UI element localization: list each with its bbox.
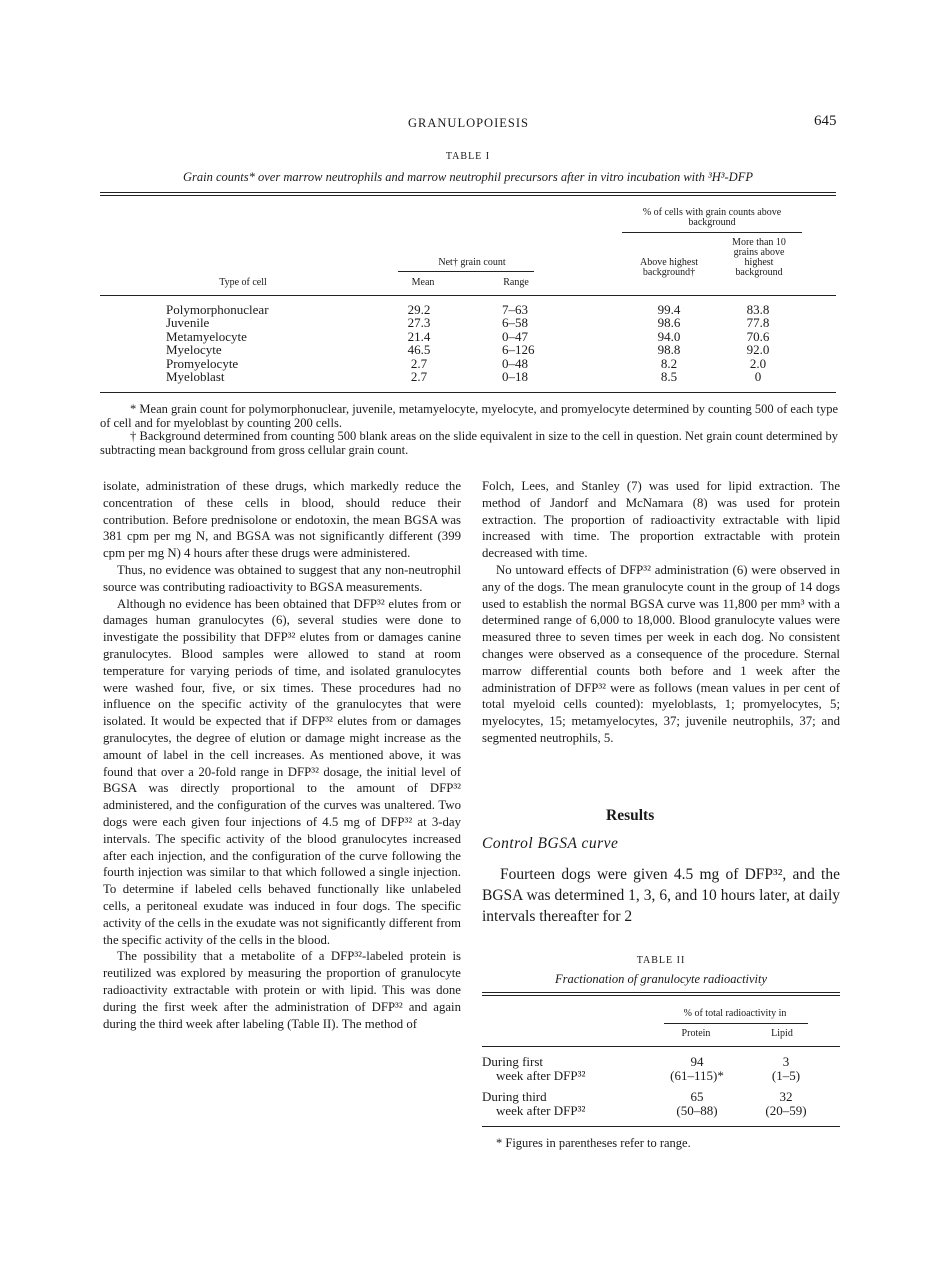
table2-cell-lipid (756, 1055, 816, 1082)
table2-cell-lipid-range: (1–5) (771, 1067, 801, 1083)
table2-header-rule (482, 1046, 840, 1047)
table2-row-label-line1: During third (482, 1089, 547, 1104)
table1-cell-range: 0–47 (502, 328, 528, 344)
table2-header-group: % of total radioactivity in (683, 1008, 787, 1019)
table1-column-more (736, 303, 780, 383)
table2-cell-lipid-range: (20–59) (765, 1102, 807, 1118)
table1-column-type (166, 303, 366, 383)
table1-cell-mean: 2.7 (410, 369, 428, 385)
table1-cell-type: Polymorphonuclear (166, 302, 269, 317)
table1-cell-mean: 29.2 (407, 302, 431, 317)
table2-bottom-rule (482, 1126, 840, 1127)
table2-row-label-line2: week after DFP³² (496, 1067, 586, 1083)
table1-cell-above: 98.8 (657, 342, 681, 358)
table2-row-label (482, 1055, 662, 1082)
table1-cell-above: 8.5 (660, 369, 678, 385)
table2-cell-protein (660, 1055, 734, 1082)
table1-cell-range: 6–58 (502, 315, 528, 331)
table1-header-mean: Mean (411, 277, 435, 288)
table1-header-pct-group: % of cells with grain counts above background (642, 207, 782, 228)
table1-cell-mean: 2.7 (410, 355, 428, 371)
table2-cell-lipid-value: 32 (779, 1089, 793, 1104)
table1-cell-range: 0–48 (502, 355, 528, 371)
table1-header-rule (100, 295, 836, 296)
table1-column-range (502, 303, 562, 383)
table2-header-lipid: Lipid (771, 1028, 793, 1039)
table1-cell-mean: 46.5 (407, 342, 431, 358)
table1-cell-type: Juvenile (166, 315, 210, 331)
table2-group-rule (664, 1023, 808, 1024)
body-paragraph: Thus, no evidence was obtained to suggest that any non-neutrophil source was contributing radioactivity to BGSA measurements. (103, 562, 461, 594)
table1-cell-more: 92.0 (746, 342, 770, 358)
table1-cell-range: 0–18 (502, 369, 528, 385)
table2-top-rule-2 (482, 995, 840, 996)
table1-net-rule (398, 271, 534, 272)
table1-label: TABLE I (445, 151, 491, 162)
results-paragraph-text: Fourteen dogs were given 4.5 mg of DFP³², and the BGSA was determined 1, 3, 6, and 10 hours later, at daily intervals thereafter for 2 (482, 866, 840, 925)
table2-row-label-line1: During first (482, 1054, 544, 1069)
table2-header-protein: Protein (681, 1028, 711, 1039)
table1-header-net-grain: Net† grain count (438, 257, 506, 268)
body-paragraph: Folch, Lees, and Stanley (7) was used for lipid extraction. The method of Jandorf and McNamara (8) was used for protein extraction. The proportion of radioactivity extractable with lipid increased with time. The proportion extractable with protein decreased with time. (482, 479, 840, 561)
table2-cell-protein-range: (50–88) (676, 1102, 718, 1118)
table1-cell-more: 77.8 (746, 315, 770, 331)
table1-cell-above: 8.2 (660, 355, 678, 371)
table1-cell-type: Metamyelocyte (166, 328, 247, 344)
right-column (482, 478, 840, 747)
table2-label: TABLE II (636, 955, 686, 966)
results-paragraph (482, 864, 840, 927)
table1-caption: Grain counts* over marrow neutrophils and marrow neutrophil precursors after in vitro incubation with ³H³-DFP (183, 170, 753, 184)
table1-cell-above: 99.4 (657, 302, 681, 317)
table1-cell-above: 98.6 (657, 315, 681, 331)
table1-cell-range: 7–63 (502, 302, 528, 317)
table2-row-label (482, 1090, 662, 1117)
table2-cell-protein (660, 1090, 734, 1117)
body-paragraph: No untoward effects of DFP³² administration (6) were observed in any of the dogs. The mean granulocyte count in the group of 14 dogs used to establish the normal BGSA curve was 11,800 per mm³ with a determined range of 6,000 to 18,000. Blood granulocyte values were measured three to seven times per week in each dog. No consistent changes were observed as a consequence of the procedure. Sternal marrow differential counts both before and 1 week after the administration of DFP³² were as follows (mean values in per cent of total myeloid cells counted): myeloblasts, 1; promyelocytes, 5; myelocytes, 15; metamyelocytes, 37; juvenile neutrophils, 37; and segmented neutrophils, 5. (482, 562, 840, 745)
table1-bottom-rule (100, 392, 836, 393)
body-paragraph: Although no evidence has been obtained that DFP³² elutes from or damages human granulocytes (6), several studies were done to investigate the possibility that DFP³² elutes from or damages canine granulocytes. Blood samples were allowed to stand at room temperature for varying periods of time, and isolated granulocytes were washed four, five, or six times. These procedures had no influence on the specific activity of the granulocytes that were isolated. It would be expected that if DFP³² elutes from or damages granulocytes, the degree of elution or damage might increase as the amount of label in the cell increases. As mentioned above, it was found that over a 20-fold range in DFP³² dosage, the initial level of BGSA was directly proportional to the amount of DFP³² administered, and the configuration of the curves was unaltered. Two dogs were each given four injections of 4.5 mg of DFP³² at 3-day intervals. The specific activity of the blood granulocytes increased after each injection, and the configuration of the curve following the fourth injection was similar to that which followed a single injection. To determine if labeled cells behaved functionally like unlabeled cells, a peritoneal exudate was induced in four dogs. The specific activity of the cells in the exudate was not significantly different from the specific activity of the cells in the blood. (103, 596, 461, 947)
body-paragraph: The possibility that a metabolite of a DFP³²-labeled protein is reutilized was explored by measuring the proportion of granulocyte radioactivity extractable with protein or with lipid. This was done during the first week after the administration of DFP³² and again during the third week after labeling (Table II). The method of (103, 949, 461, 1031)
table1-cell-type: Promyelocyte (166, 355, 239, 371)
table1-header-more-than: More than 10 grains above highest background (732, 237, 786, 278)
table1-cell-mean: 27.3 (407, 315, 431, 331)
table1-column-above (648, 303, 690, 383)
table1-cell-type: Myelocyte (166, 342, 222, 358)
table1-group-rule (622, 232, 802, 233)
table2-footnote: * Figures in parentheses refer to range. (496, 1136, 691, 1150)
table2-cell-protein-range: (61–115)* (670, 1067, 724, 1083)
table2-cell-lipid (756, 1090, 816, 1117)
table2-top-rule (482, 992, 840, 993)
results-subheading: Control BGSA curve (482, 835, 619, 852)
table1-cell-more: 0 (754, 369, 762, 385)
table1-cell-more: 83.8 (746, 302, 770, 317)
results-heading: Results (606, 807, 655, 824)
table1-top-rule-2 (100, 195, 836, 196)
table2-cell-lipid-value: 3 (782, 1054, 790, 1069)
table1-cell-mean: 21.4 (407, 328, 431, 344)
table1-footnotes (100, 403, 838, 457)
page-number: 645 (814, 113, 837, 129)
left-column (103, 478, 461, 1032)
table2-cell-protein-value: 65 (690, 1089, 704, 1104)
table1-column-mean (398, 303, 440, 383)
table2-caption: Fractionation of granulocyte radioactivity (554, 972, 768, 986)
body-paragraph: isolate, administration of these drugs, which markedly reduce the concentration of these cells in blood, should reduce their contribution. Before prednisolone or endotoxin, the mean BGSA was 381 cpm per mg N, and BGSA was not significantly different (399 cpm per mg N) 4 hours after these drugs were administered. (103, 479, 461, 561)
table1-header-range: Range (503, 277, 529, 288)
table1-cell-type: Myeloblast (166, 369, 225, 385)
table1-cell-range: 6–126 (502, 342, 535, 358)
running-header-title: GRANULOPOIESIS (408, 116, 529, 130)
table1-top-rule (100, 192, 836, 193)
table1-cell-more: 70.6 (746, 328, 770, 344)
table2-cell-protein-value: 94 (690, 1054, 704, 1069)
table1-header-type-of-cell: Type of cell (219, 277, 267, 288)
table1-cell-above: 94.0 (657, 328, 681, 344)
table1-footnote: † Background determined from counting 500 blank areas on the slide equivalent in size to the cell in question. Net grain count determined by subtracting mean background from gross cellular grain count. (100, 429, 838, 457)
table2-row-label-line2: week after DFP³² (496, 1102, 586, 1118)
table1-footnote: * Mean grain count for polymorphonuclear, juvenile, metamyelocyte, myelocyte, and promyelocyte determined by counting 500 of each type of cell and for myeloblast by counting 200 cells. (100, 402, 838, 430)
table1-cell-more: 2.0 (749, 355, 767, 371)
table1-header-above: Above highest background† (639, 257, 699, 278)
